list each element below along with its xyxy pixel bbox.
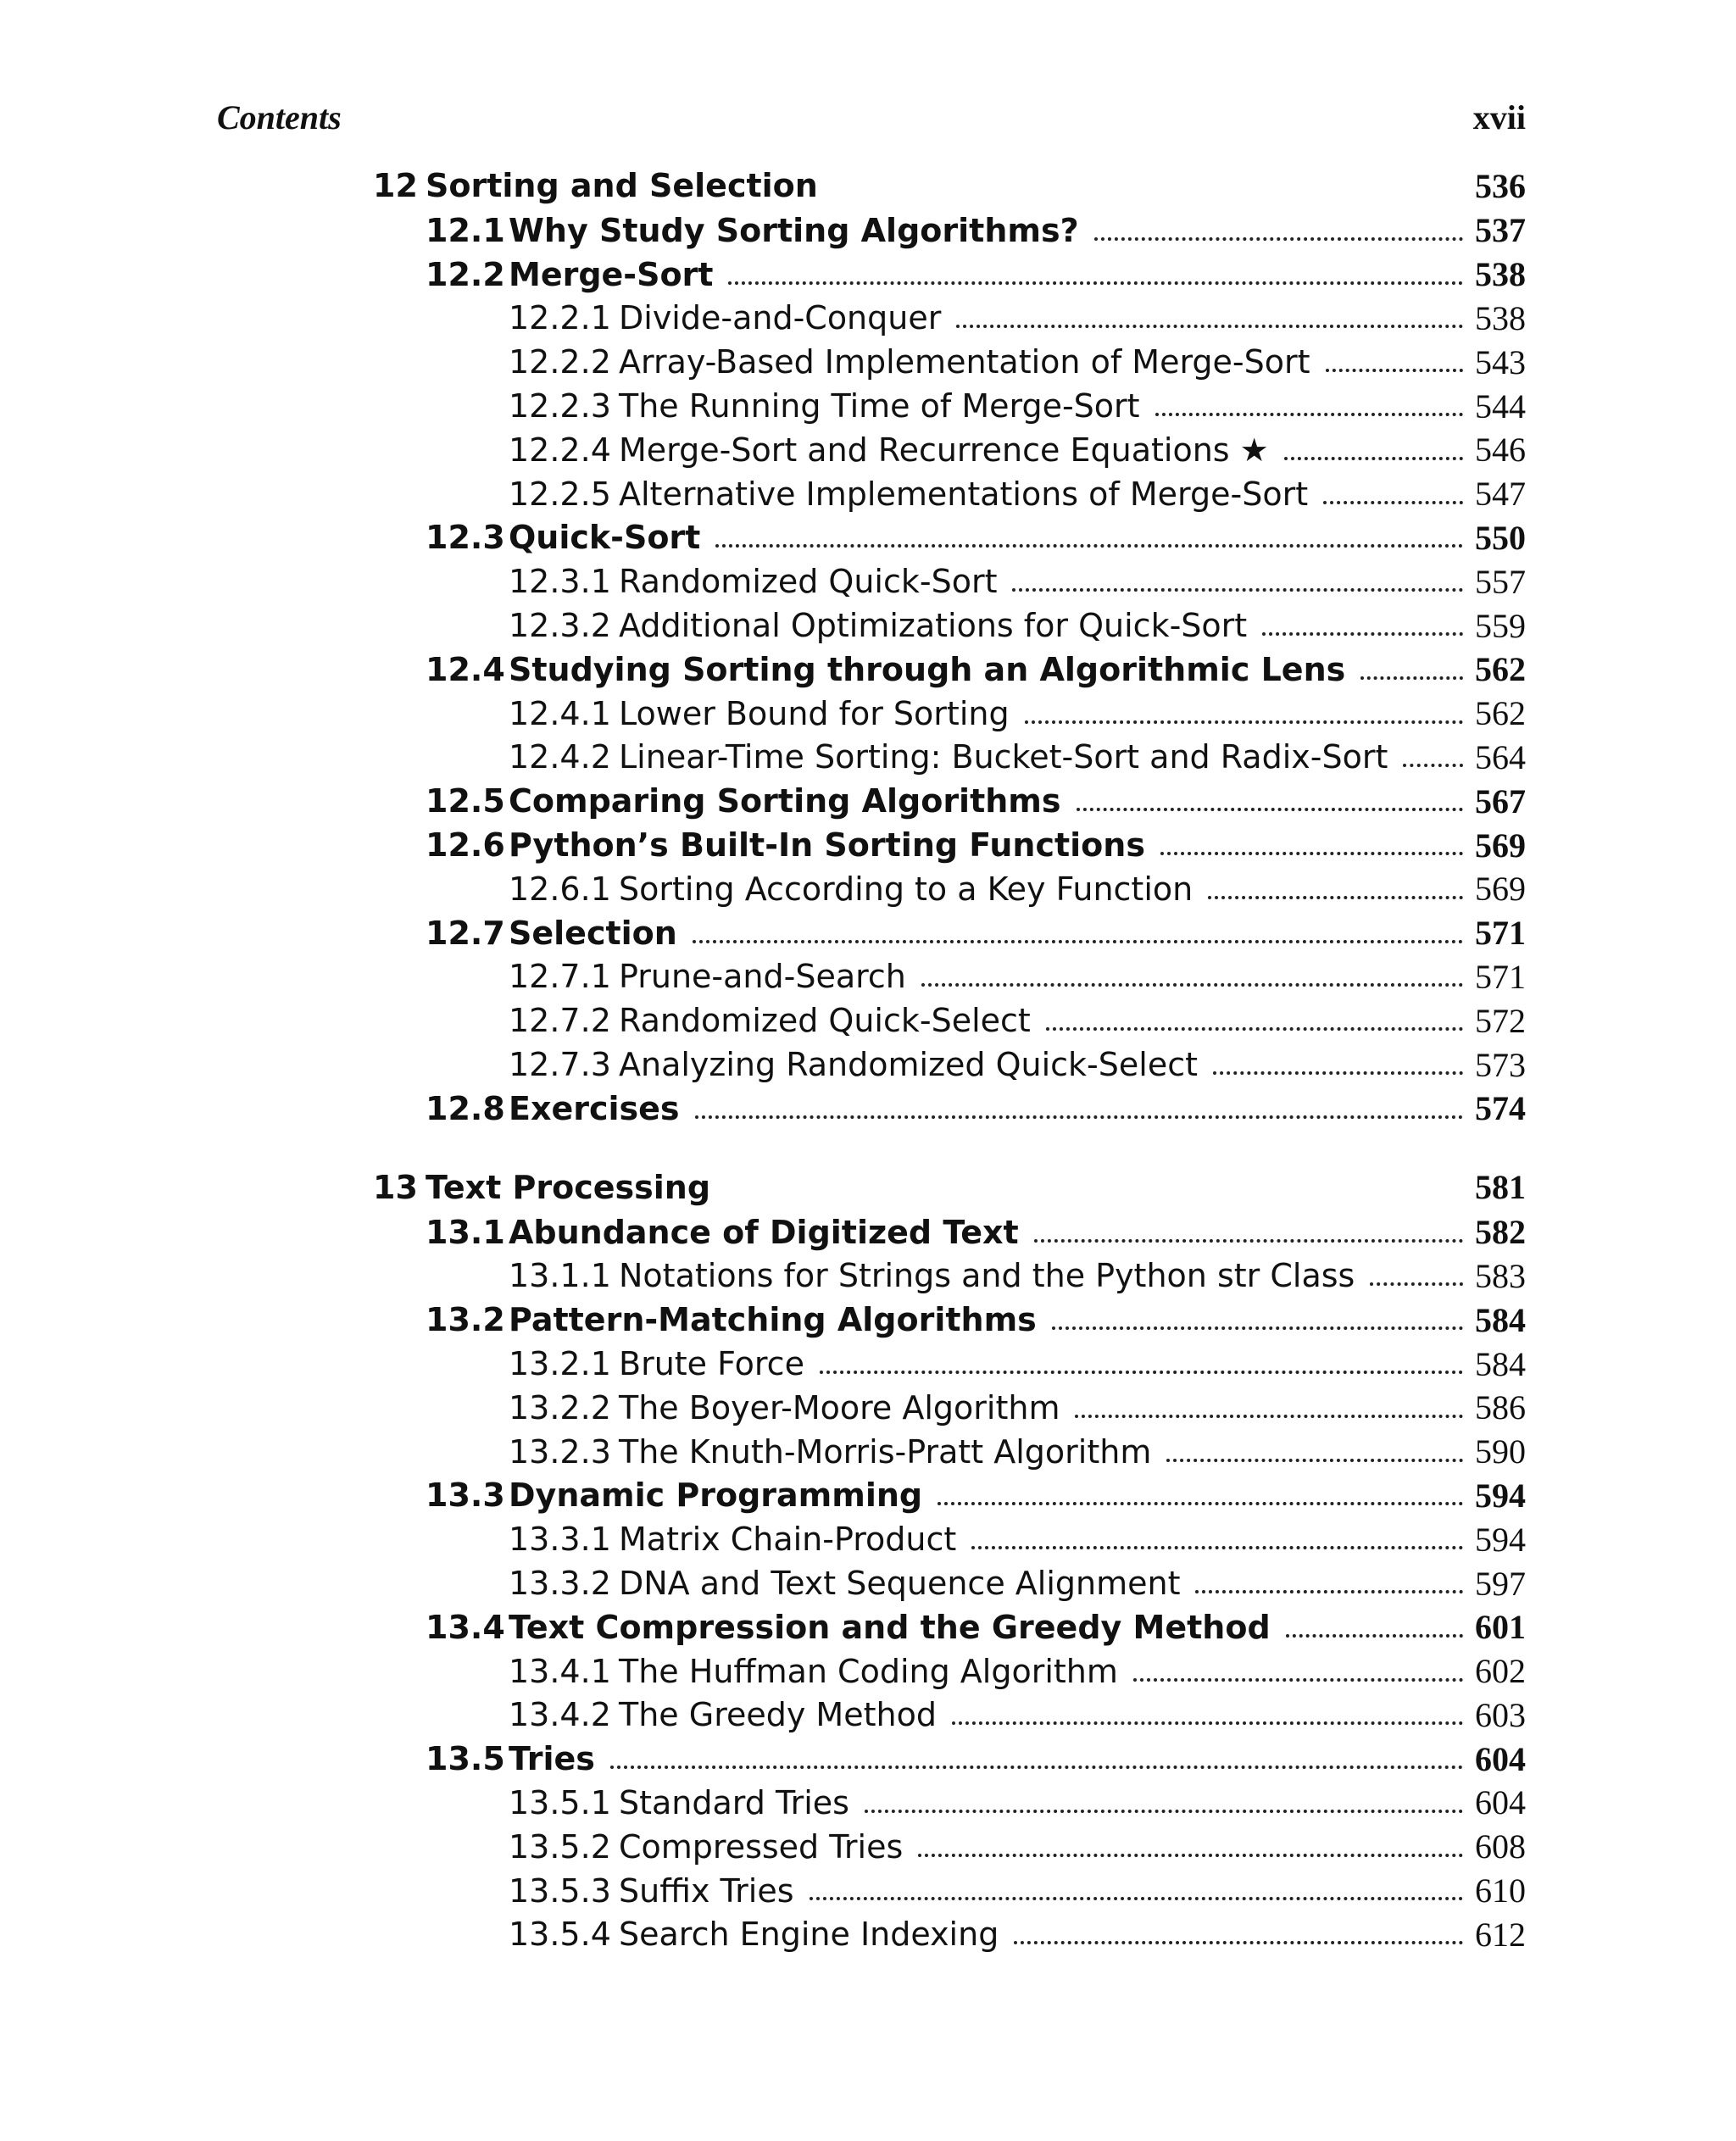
dot-leader (810, 1896, 1464, 1900)
entry-page: 584 (1475, 1300, 1526, 1339)
entry-title: Analyzing Randomized Quick-Select (619, 1046, 1198, 1084)
entry-title: Additional Optimizations for Quick-Sort (619, 607, 1248, 645)
subsection-entry[interactable] (373, 692, 1526, 736)
dot-leader (865, 1809, 1463, 1813)
subsection-entry[interactable] (373, 428, 1526, 472)
subsection-entry[interactable] (373, 736, 1526, 780)
entry-number: 13.1 (426, 1213, 505, 1251)
dot-leader (1075, 1414, 1463, 1418)
page-number: xvii (1472, 98, 1526, 136)
dot-leader (1155, 412, 1463, 416)
entry-page: 559 (1475, 606, 1526, 645)
section-entry[interactable] (373, 1737, 1526, 1781)
entry-title: The Running Time of Merge-Sort (619, 387, 1140, 425)
dot-leader (1370, 1282, 1463, 1286)
subsection-entry[interactable] (373, 955, 1526, 999)
dot-leader (1166, 1458, 1463, 1462)
entry-page: 569 (1475, 870, 1526, 909)
dot-leader (921, 982, 1463, 987)
entry-number: 12.2.5 (509, 475, 611, 513)
dot-leader (693, 939, 1463, 943)
entry-page: 571 (1475, 957, 1526, 996)
entry-page: 584 (1475, 1344, 1526, 1383)
entry-page: 562 (1475, 694, 1526, 733)
entry-number: 12.5 (426, 782, 505, 820)
entry-title: The Greedy Method (619, 1696, 937, 1734)
entry-page: 557 (1475, 562, 1526, 601)
entry-page: 603 (1475, 1695, 1526, 1734)
section-entry[interactable] (373, 516, 1526, 560)
subsection-entry[interactable] (373, 1342, 1526, 1386)
entry-number: 12.7 (426, 914, 505, 952)
entry-title: Text Compression and the Greedy Method (509, 1608, 1271, 1646)
entry-page: 604 (1475, 1739, 1526, 1778)
subsection-entry[interactable] (373, 1561, 1526, 1605)
entry-page: 543 (1475, 342, 1526, 381)
chapter-entry[interactable] (373, 1165, 1526, 1210)
running-head (217, 97, 1526, 145)
entry-number: 12.2.4 (509, 431, 611, 469)
dot-leader (1323, 500, 1463, 504)
dot-leader (1326, 368, 1463, 372)
section-entry[interactable] (373, 1298, 1526, 1342)
entry-number: 12.2.3 (509, 387, 611, 425)
entry-page: 594 (1475, 1476, 1526, 1515)
entry-title: Studying Sorting through an Algorithmic Lens (509, 650, 1346, 688)
entry-page: 583 (1475, 1256, 1526, 1295)
entry-number: 12.7.1 (509, 958, 611, 996)
entry-page: 567 (1475, 781, 1526, 820)
entry-number: 13.2.1 (509, 1345, 611, 1383)
entry-title: Pattern-Matching Algorithms (509, 1301, 1037, 1339)
entry-number: 12.2 (426, 255, 505, 293)
entry-title: Tries (509, 1740, 595, 1778)
dot-leader (1014, 1940, 1463, 1944)
subsection-entry[interactable] (373, 384, 1526, 428)
entry-page: 604 (1475, 1783, 1526, 1822)
entry-number: 12.4.2 (509, 738, 611, 776)
dot-leader (1046, 1026, 1463, 1031)
subsection-entry[interactable] (373, 998, 1526, 1043)
dot-leader (1262, 631, 1463, 636)
entry-title: Abundance of Digitized Text (509, 1213, 1019, 1251)
subsection-entry[interactable] (373, 1693, 1526, 1738)
dot-leader (610, 1765, 1463, 1769)
subsection-entry[interactable] (373, 1781, 1526, 1825)
dot-leader (715, 543, 1463, 548)
dot-leader (1195, 1589, 1463, 1593)
entry-number: 13.3.2 (509, 1565, 611, 1602)
entry-page: 562 (1475, 650, 1526, 689)
section-entry[interactable] (373, 209, 1526, 253)
subsection-entry[interactable] (373, 297, 1526, 341)
subsection-entry[interactable] (373, 1869, 1526, 1913)
entry-number: 12.7.3 (509, 1046, 611, 1084)
entry-page: 544 (1475, 386, 1526, 425)
subsection-entry[interactable] (373, 1386, 1526, 1430)
entry-page: 572 (1475, 1001, 1526, 1040)
chapter-number: 12 (373, 167, 418, 204)
section-entry[interactable] (373, 911, 1526, 955)
section-entry[interactable] (373, 253, 1526, 297)
dot-leader (728, 281, 1463, 285)
entry-number: 12.7.2 (509, 1002, 611, 1040)
entry-number: 12.8 (426, 1089, 505, 1127)
entry-page: 590 (1475, 1432, 1526, 1471)
running-title: Contents (217, 98, 342, 136)
dot-leader (918, 1853, 1463, 1857)
section-entry[interactable] (373, 1087, 1526, 1131)
dot-leader (695, 1115, 1463, 1119)
entry-title: Why Study Sorting Algorithms? (509, 211, 1079, 249)
entry-title: Array-Based Implementation of Merge-Sort (619, 343, 1310, 381)
entry-number: 13.5.2 (509, 1827, 611, 1866)
entry-number: 12.1 (426, 211, 505, 249)
entry-title: Python’s Built-In Sorting Functions (509, 826, 1145, 865)
entry-page: 547 (1475, 475, 1526, 514)
entry-number: 12.4 (426, 650, 505, 688)
dot-leader (956, 324, 1463, 328)
chapter-title: Sorting and Selection (426, 167, 818, 204)
entry-title: Randomized Quick-Sort (619, 563, 998, 601)
entry-page: 594 (1475, 1520, 1526, 1559)
dot-leader (1133, 1677, 1463, 1682)
entry-page: 571 (1475, 914, 1526, 953)
entry-page: 602 (1475, 1652, 1526, 1691)
section-entry[interactable] (373, 648, 1526, 692)
entry-page: 610 (1475, 1871, 1526, 1910)
chapter-number: 13 (373, 1168, 418, 1206)
dot-leader (1286, 1633, 1463, 1638)
entry-title: Merge-Sort (509, 255, 714, 293)
entry-number: 12.3.1 (509, 563, 611, 601)
entry-number: 13.4.2 (509, 1696, 611, 1734)
entry-number: 12.6 (426, 826, 505, 865)
chapter-entry[interactable] (373, 163, 1526, 209)
dot-leader (938, 1501, 1463, 1505)
subsection-entry[interactable] (373, 1517, 1526, 1561)
chapter-title: Text Processing (426, 1168, 711, 1206)
entry-page: 586 (1475, 1388, 1526, 1427)
entry-title: Search Engine Indexing (619, 1916, 999, 1954)
entry-title: DNA and Text Sequence Alignment (619, 1565, 1181, 1602)
dot-leader (1052, 1326, 1463, 1330)
dot-leader (1077, 807, 1463, 811)
entry-title: Notations for Strings and the Python str Class (619, 1257, 1355, 1295)
entry-number: 12.3.2 (509, 607, 611, 645)
subsection-entry[interactable] (373, 1649, 1526, 1693)
subsection-entry[interactable] (373, 1912, 1526, 1956)
entry-number: 13.3.1 (509, 1521, 611, 1559)
dot-leader (952, 1721, 1463, 1725)
entry-title: Compressed Tries (619, 1827, 904, 1866)
entry-number: 12.3 (426, 519, 505, 557)
entry-number: 13.5.1 (509, 1783, 611, 1821)
table-of-contents (373, 163, 1526, 1990)
entry-page: 537 (1475, 211, 1526, 250)
chapter-page: 536 (1475, 166, 1526, 205)
section-entry[interactable] (373, 779, 1526, 823)
section-entry[interactable] (373, 1210, 1526, 1254)
subsection-entry[interactable] (373, 1825, 1526, 1869)
entry-title: Prune-and-Search (619, 958, 906, 996)
dot-leader (1208, 895, 1463, 899)
entry-number: 12.2.1 (509, 299, 611, 337)
subsection-entry[interactable] (373, 867, 1526, 911)
subsection-entry[interactable] (373, 472, 1526, 516)
entry-page: 612 (1475, 1915, 1526, 1954)
entry-title: Linear-Time Sorting: Bucket-Sort and Radix-Sort (619, 738, 1388, 776)
dot-leader (1094, 236, 1463, 241)
subsection-entry[interactable] (373, 559, 1526, 603)
entry-title: Standard Tries (619, 1783, 849, 1821)
entry-title: Quick-Sort (509, 519, 701, 557)
entry-number: 13.5.3 (509, 1871, 611, 1910)
dot-leader (1403, 763, 1463, 767)
entry-title: Comparing Sorting Algorithms (509, 782, 1061, 820)
chapter-page: 581 (1475, 1168, 1526, 1207)
entry-title: Alternative Implementations of Merge-Sort (619, 475, 1309, 513)
entry-page: 597 (1475, 1564, 1526, 1603)
dot-leader (1012, 587, 1463, 592)
entry-page: 538 (1475, 255, 1526, 294)
section-entry[interactable] (373, 1474, 1526, 1518)
dot-leader (820, 1370, 1463, 1374)
entry-number: 13.2 (426, 1301, 505, 1339)
entry-number: 13.2.2 (509, 1388, 611, 1426)
dot-leader (1284, 456, 1463, 460)
entry-title: Suffix Tries (619, 1871, 794, 1910)
subsection-entry[interactable] (373, 1043, 1526, 1087)
entry-title: Dynamic Programming (509, 1476, 923, 1515)
entry-title: Randomized Quick-Select (619, 1002, 1031, 1040)
entry-number: 13.1.1 (509, 1257, 611, 1295)
entry-title: Selection (509, 914, 677, 952)
dot-leader (1213, 1070, 1463, 1075)
entry-page: 608 (1475, 1827, 1526, 1866)
entry-number: 12.6.1 (509, 870, 611, 908)
entry-page: 573 (1475, 1045, 1526, 1084)
section-entry[interactable] (373, 1605, 1526, 1649)
dot-leader (1360, 676, 1463, 680)
entry-number: 13.5.4 (509, 1916, 611, 1954)
entry-number: 13.4.1 (509, 1652, 611, 1690)
entry-number: 13.4 (426, 1608, 505, 1646)
dot-leader (1160, 851, 1463, 855)
subsection-entry[interactable] (373, 1254, 1526, 1299)
entry-page: 582 (1475, 1213, 1526, 1252)
entry-page: 564 (1475, 737, 1526, 776)
dot-leader (1034, 1238, 1463, 1243)
entry-title: Sorting According to a Key Function (619, 870, 1194, 908)
chapter-block (373, 1165, 1526, 1957)
entry-page: 546 (1475, 431, 1526, 470)
entry-page: 569 (1475, 826, 1526, 865)
entry-title: Exercises (509, 1089, 680, 1127)
chapter-block (373, 163, 1526, 1131)
entry-title: Brute Force (619, 1345, 804, 1383)
entry-page: 550 (1475, 518, 1526, 557)
entry-number: 12.2.2 (509, 343, 611, 381)
entry-number: 13.5 (426, 1740, 505, 1778)
entry-number: 13.2.3 (509, 1432, 611, 1471)
dot-leader (971, 1545, 1463, 1549)
entry-title: The Knuth-Morris-Pratt Algorithm (619, 1432, 1152, 1471)
entry-title: Divide-and-Conquer (619, 299, 942, 337)
entry-title: Matrix Chain-Product (619, 1521, 957, 1559)
subsection-entry[interactable] (373, 1430, 1526, 1474)
entry-number: 13.3 (426, 1476, 505, 1515)
dot-leader (1025, 720, 1463, 724)
entry-title: The Huffman Coding Algorithm (619, 1652, 1118, 1690)
entry-page: 601 (1475, 1608, 1526, 1647)
entry-page: 538 (1475, 298, 1526, 337)
entry-title: Lower Bound for Sorting (619, 694, 1010, 732)
entry-page: 574 (1475, 1089, 1526, 1128)
subsection-entry[interactable] (373, 340, 1526, 384)
subsection-entry[interactable] (373, 603, 1526, 648)
entry-number: 12.4.1 (509, 694, 611, 732)
entry-title: Merge-Sort and Recurrence Equations ★ (619, 431, 1269, 469)
section-entry[interactable] (373, 823, 1526, 867)
entry-title: The Boyer-Moore Algorithm (619, 1388, 1060, 1426)
